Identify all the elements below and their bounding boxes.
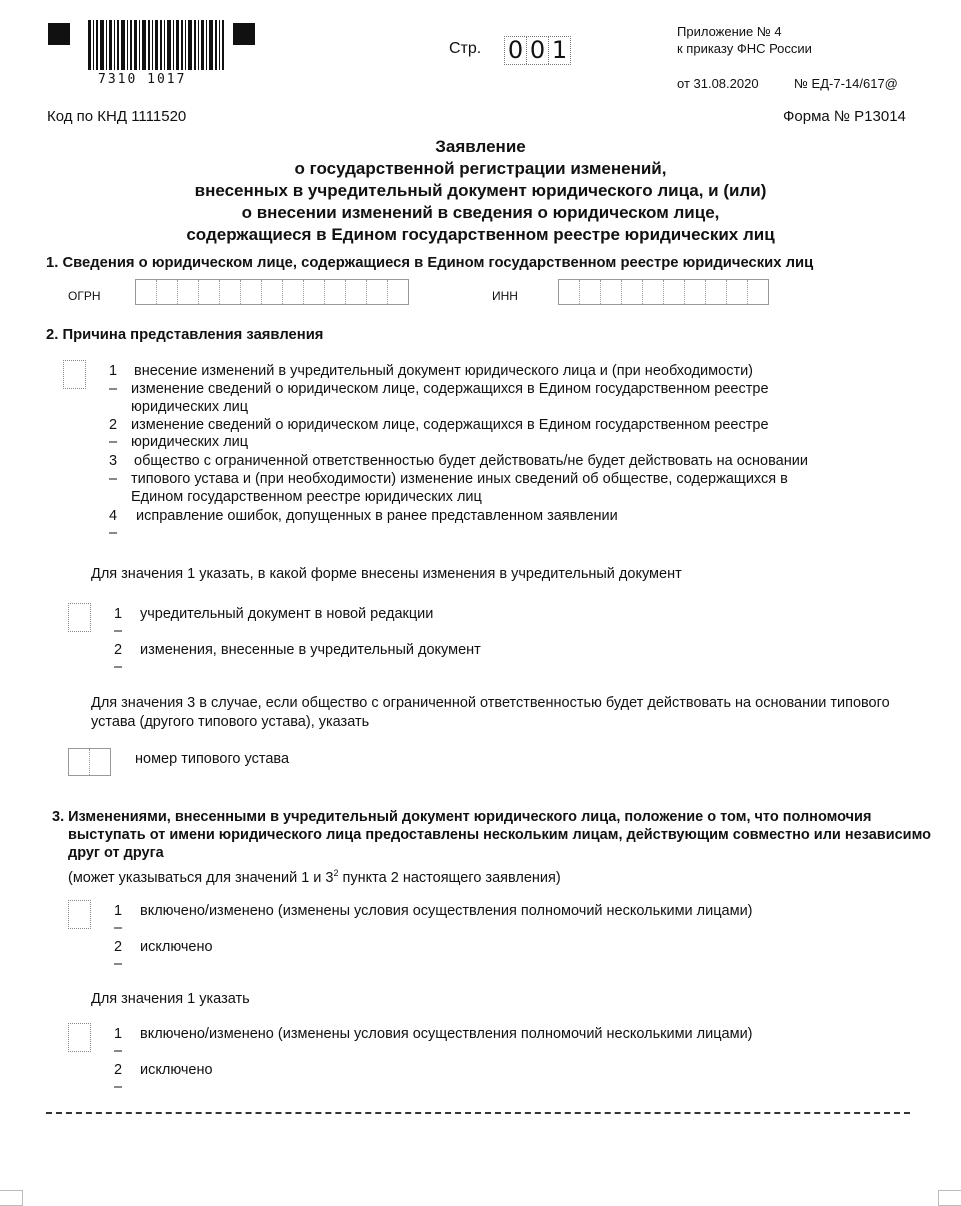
appendix-line-2: к приказу ФНС России <box>677 41 812 56</box>
section3-heading: друг от друга <box>68 845 164 861</box>
powers-option-2-number: 2 <box>114 939 123 955</box>
reason-option-4-dash: – <box>109 525 118 541</box>
section3-note-superscript: 2 <box>333 868 339 878</box>
document-form-option-2-dash: – <box>114 659 123 675</box>
form-number: Форма № Р13014 <box>783 108 906 125</box>
value3-note: Для значения 3 в случае, если общество с ограниченной ответственностью будет действовать на основании типового <box>91 695 890 711</box>
value1-note: Для значения 1 указать, в какой форме внесены изменения в учредительный документ <box>91 566 682 582</box>
document-form-checkbox[interactable] <box>68 603 91 632</box>
knd-code: Код по КНД 1111520 <box>47 108 187 125</box>
powers-detail-option-1-number: 1 <box>114 1026 123 1042</box>
order-number: № ЕД-7-14/617@ <box>794 76 898 91</box>
registration-mark-left <box>48 23 70 45</box>
reason-option-3-text: типового устава и (при необходимости) изменение иных сведений об обществе, содержащихся в <box>131 471 788 487</box>
appendix-line-1: Приложение № 4 <box>677 24 782 39</box>
powers-detail-option-2-number: 2 <box>114 1062 123 1078</box>
reason-option-1-text: юридических лиц <box>131 399 249 415</box>
page-digit: 0 <box>505 37 527 64</box>
section1-heading: 1. Сведения о юридическом лице, содержащиеся в Едином государственном реестре юридических лиц <box>46 255 814 271</box>
reason-option-2-dash: – <box>109 434 118 450</box>
barcode-number: 7310 1017 <box>98 72 187 87</box>
powers-option-1-text: включено/изменено (изменены условия осуществления полномочий несколькими лицами) <box>140 903 753 919</box>
title-line: Заявление <box>435 137 526 156</box>
reason-option-1-number: 1 <box>109 363 118 379</box>
powers-option-2-text: исключено <box>140 939 213 955</box>
reason-option-1-dash: – <box>109 381 118 397</box>
reason-option-4-text: исправление ошибок, допущенных в ранее представленном заявлении <box>136 508 618 524</box>
document-form-option-2-text: изменения, внесенные в учредительный документ <box>140 642 481 658</box>
section3-heading: выступать от имени юридического лица предоставлены нескольким лицам, действующим совместно или независимо <box>68 827 931 843</box>
section2-heading: 2. Причина представления заявления <box>46 327 324 343</box>
powers-detail-checkbox[interactable] <box>68 1023 91 1052</box>
powers-option-1-dash: – <box>114 920 123 936</box>
powers-detail-option-1-dash: – <box>114 1043 123 1059</box>
ogrn-label: ОГРН <box>68 289 101 303</box>
title-line: о внесении изменений в сведения о юридическом лице, <box>241 203 720 222</box>
page-label: Стр. <box>449 40 482 57</box>
corner-mark-right <box>938 1190 961 1206</box>
reason-option-2-number: 2 <box>109 417 118 433</box>
title-line: о государственной регистрации изменений, <box>294 159 667 178</box>
registration-mark-right <box>233 23 255 45</box>
document-form-option-1-text: учредительный документ в новой редакции <box>140 606 434 622</box>
value3-note: устава (другого типового устава), указать <box>91 714 370 730</box>
document-form-option-1-dash: – <box>114 623 123 639</box>
title-line: внесенных в учредительный документ юридического лица, и (или) <box>194 181 767 200</box>
barcode <box>88 20 224 70</box>
reason-option-1-text: изменение сведений о юридическом лице, содержащихся в Едином государственном реестре <box>131 381 769 397</box>
reason-option-2-text: юридических лиц <box>131 434 249 450</box>
title-line: содержащиеся в Едином государственном реестре юридических лиц <box>186 225 775 244</box>
page-number-box <box>504 36 571 65</box>
reason-checkbox[interactable] <box>63 360 86 389</box>
template-number-field[interactable] <box>68 748 111 776</box>
document-form-option-1-number: 1 <box>114 606 123 622</box>
powers-checkbox[interactable] <box>68 900 91 929</box>
order-date: от 31.08.2020 <box>677 76 759 91</box>
form-title <box>0 136 961 246</box>
reason-option-3-number: 3 <box>109 453 118 469</box>
reason-option-4-number: 4 <box>109 508 118 524</box>
reason-option-3-dash: – <box>109 471 118 487</box>
corner-mark-left <box>0 1190 23 1206</box>
page-digit: 0 <box>527 37 549 64</box>
section3-note-text: (может указываться для значений 1 и 3 <box>68 869 334 886</box>
ogrn-field[interactable] <box>135 279 409 305</box>
powers-detail-option-1-text: включено/изменено (изменены условия осуществления полномочий несколькими лицами) <box>140 1026 753 1042</box>
cut-line <box>46 1112 910 1114</box>
section3-value1-note: Для значения 1 указать <box>91 991 250 1007</box>
reason-option-2-text: изменение сведений о юридическом лице, содержащихся в Едином государственном реестре <box>131 417 769 433</box>
reason-option-1-text: внесение изменений в учредительный документ юридического лица и (при необходимости) <box>134 363 754 379</box>
powers-detail-option-2-dash: – <box>114 1079 123 1095</box>
inn-field[interactable] <box>558 279 769 305</box>
page-digit: 1 <box>551 36 568 64</box>
powers-option-2-dash: – <box>114 956 123 972</box>
reason-option-3-text: общество с ограниченной ответственностью будет действовать/не будет действовать на основании <box>134 453 808 469</box>
inn-label: ИНН <box>492 289 518 303</box>
section3-note-text: пункта 2 настоящего заявления) <box>338 869 561 886</box>
powers-detail-option-2-text: исключено <box>140 1062 213 1078</box>
reason-option-3-text: Едином государственном реестре юридических лиц <box>131 489 482 505</box>
section3-note <box>68 864 561 887</box>
template-number-label: номер типового устава <box>135 751 290 767</box>
section3-heading: 3. Изменениями, внесенными в учредительный документ юридического лица, положение о том, что полномочия <box>52 809 872 825</box>
powers-option-1-number: 1 <box>114 903 123 919</box>
document-form-option-2-number: 2 <box>114 642 123 658</box>
